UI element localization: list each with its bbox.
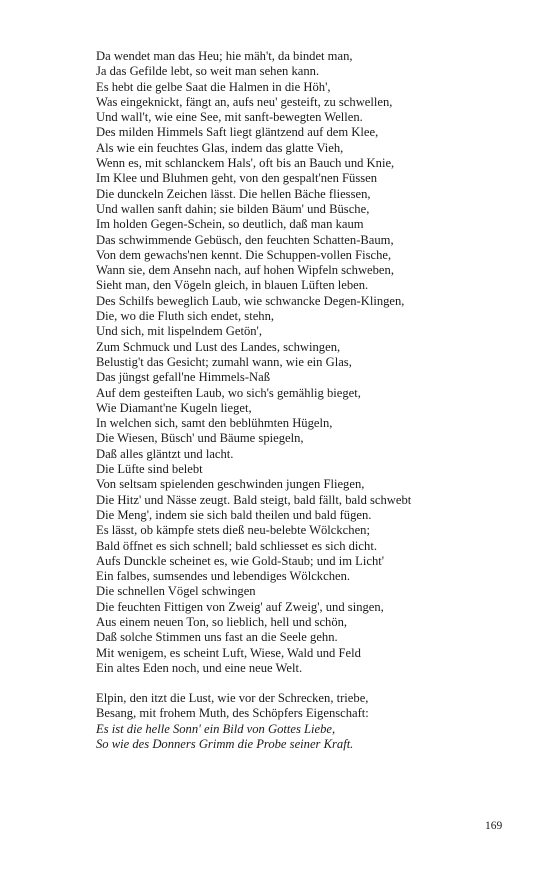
- poem-line: Und wallen sanft dahin; sie bilden Bäum' und Büsche,: [96, 201, 370, 216]
- poem-line: Die dunckeln Zeichen lässt. Die hellen Bäche fliessen,: [96, 186, 371, 201]
- poem-line: Zum Schmuck und Lust des Landes, schwingen,: [96, 339, 341, 354]
- poem-line: Von dem gewachs'nen kennt. Die Schuppen-vollen Fische,: [96, 247, 392, 262]
- poem-line: Im holden Gegen-Schein, so deutlich, daß man kaum: [96, 217, 364, 232]
- poem-line: Und sich, mit lispelndem Getön',: [96, 324, 262, 339]
- poem-line: Da wendet man das Heu; hie mäh't, da bindet man,: [96, 49, 353, 63]
- poem-line: Die Meng', indem sie sich bald theilen und bald fügen.: [96, 507, 372, 522]
- poem-line: Es hebt die gelbe Saat die Halmen in die Höh',: [96, 79, 331, 94]
- poem-line: Sieht man, den Vögeln gleich, in blauen Lüften leben.: [96, 278, 369, 293]
- poem-line: Wie Diamant'ne Kugeln lieget,: [96, 400, 252, 415]
- poem-line: Aufs Dunckle scheinet es, wie Gold-Staub; und im Licht': [96, 553, 385, 568]
- poem-line-italic: Es ist die helle Sonn' ein Bild von Gottes Liebe,: [96, 721, 336, 736]
- poem-line: Elpin, den itzt die Lust, wie vor der Schrecken, triebe,: [96, 691, 369, 706]
- poem-line: Besang, mit frohem Muth, des Schöpfers Eigenschaft:: [96, 706, 369, 721]
- poem-line: Von seltsam spielenden geschwinden jungen Fliegen,: [96, 477, 365, 492]
- poem-line: Ein altes Eden noch, und eine neue Welt.: [96, 660, 303, 675]
- poem-line: Und wall't, wie eine See, mit sanft-bewegten Wellen.: [96, 110, 363, 125]
- poem-line: Das schwimmende Gebüsch, den feuchten Schatten-Baum,: [96, 232, 394, 247]
- poem-line: Die feuchten Fittigen von Zweig' auf Zweig', und singen,: [96, 599, 384, 614]
- poem-line: Daß alles gläntzt und lacht.: [96, 446, 234, 461]
- poem-line: Die, wo die Fluth sich endet, stehn,: [96, 309, 275, 324]
- poem-line: Des Schilfs beweglich Laub, wie schwancke Degen-Klingen,: [96, 293, 405, 308]
- poem-line: Daß solche Stimmen uns fast an die Seele gehn.: [96, 630, 338, 645]
- poem-line: Aus einem neuen Ton, so lieblich, hell und schön,: [96, 614, 348, 629]
- poem-line: Wann sie, dem Ansehn nach, auf hohen Wipfeln schweben,: [96, 263, 394, 278]
- poem-line: Die Hitz' und Nässe zeugt. Bald steigt, bald fällt, bald schwebt: [96, 492, 412, 507]
- poem-text: [96, 49, 526, 752]
- poem-line: Es lässt, ob kämpfe stets dieß neu-belebte Wölckchen;: [96, 523, 370, 538]
- poem-line: Die schnellen Vögel schwingen: [96, 584, 256, 599]
- poem-line: Als wie ein feuchtes Glas, indem das glatte Vieh,: [96, 140, 344, 155]
- page-number: 169: [485, 820, 503, 832]
- poem-line: Auf dem gesteiften Laub, wo sich's gemählig bieget,: [96, 385, 361, 400]
- poem-line: Die Wiesen, Büsch' und Bäume spiegeln,: [96, 431, 304, 446]
- poem-line: Bald öffnet es sich schnell; bald schliesset es sich dicht.: [96, 538, 377, 553]
- poem-line: Im Klee und Bluhmen geht, von den gespalt'nen Füssen: [96, 171, 378, 186]
- poem-line: In welchen sich, samt den beblühmten Hügeln,: [96, 416, 333, 431]
- poem-line: Des milden Himmels Saft liegt gläntzend auf dem Klee,: [96, 125, 379, 140]
- poem-line: Mit wenigem, es scheint Luft, Wiese, Wald und Feld: [96, 645, 361, 660]
- poem-line-italic: So wie des Donners Grimm die Probe seiner Kraft.: [96, 737, 354, 752]
- poem-line: Wenn es, mit schlanckem Hals', oft bis an Bauch und Knie,: [96, 156, 395, 171]
- stanza-break: [96, 676, 526, 691]
- poem-line: Was eingeknickt, fängt an, aufs neu' gesteift, zu schwellen,: [96, 94, 393, 109]
- poem-line: Belustig't das Gesicht; zumahl wann, wie ein Glas,: [96, 354, 352, 369]
- poem-line: Ja das Gefilde lebt, so weit man sehen kann.: [96, 64, 320, 79]
- poem-line: Die Lüfte sind belebt: [96, 462, 203, 477]
- poem-line: Das jüngst gefall'ne Himmels-Naß: [96, 370, 270, 385]
- poem-line: Ein falbes, sumsendes und lebendiges Wölckchen.: [96, 569, 351, 584]
